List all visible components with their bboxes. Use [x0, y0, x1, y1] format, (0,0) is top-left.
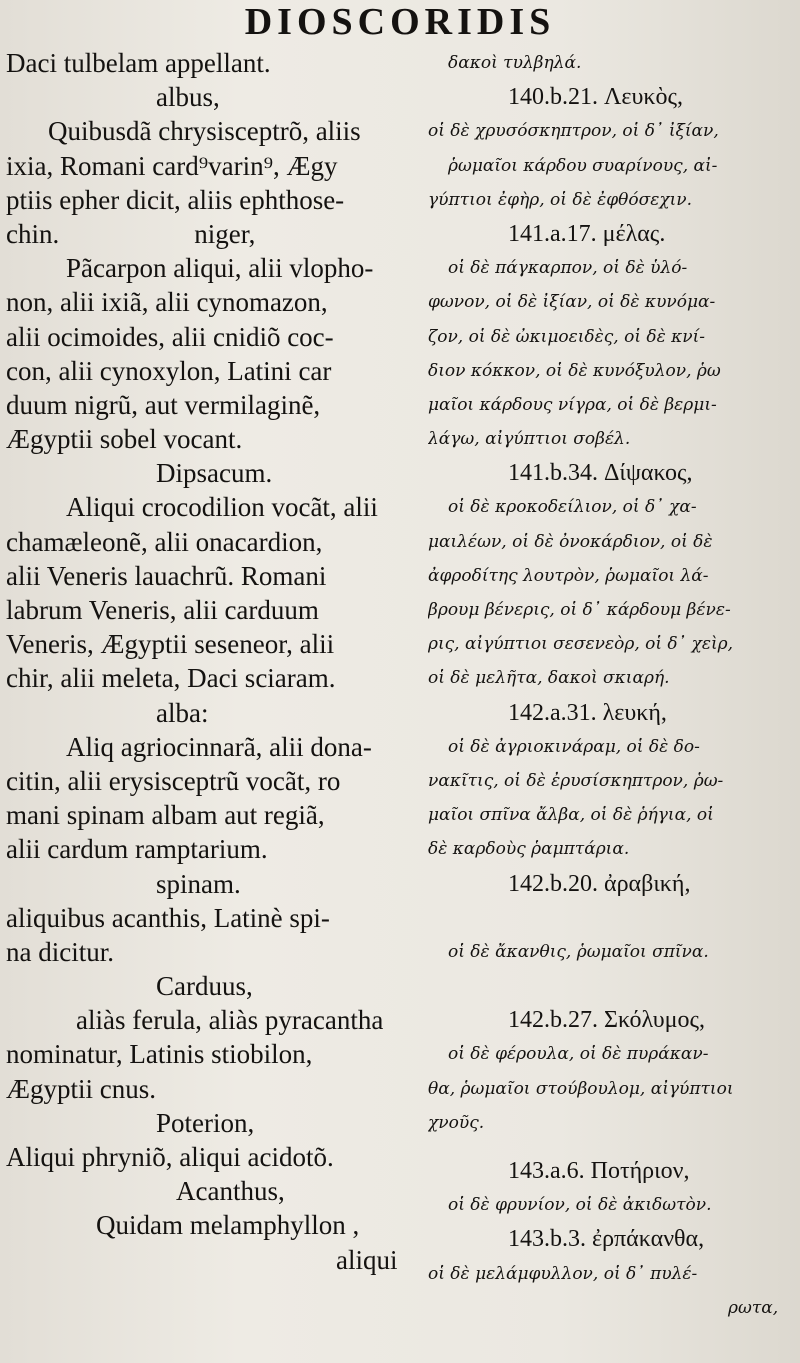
greek-reference: 142.b.27. Σκόλυμος, [508, 1007, 705, 1034]
latin-line: Quibusdã chrysisceptrõ, aliis [48, 116, 361, 147]
latin-line: spinam. [156, 868, 241, 899]
latin-line: Aliqui crocodilion vocãt, alii [66, 492, 378, 523]
latin-line: non, alii ixiã, alii cynomazon, [6, 287, 328, 318]
latin-line: alii Veneris lauachrũ. Romani [6, 560, 327, 591]
latin-line: mani spinam albam aut regiã, [6, 800, 325, 831]
greek-reference: 141.a.17. μέλας. [508, 220, 666, 247]
greek-line: ζον, οἱ δὲ ὠκιμοειδὲς, οἱ δὲ κνί- [428, 326, 706, 347]
latin-line: alii ocimoides, alii cnidiõ coc- [6, 321, 334, 352]
greek-line: λάγω, αἰγύπτιοι σοβέλ. [428, 429, 631, 450]
greek-reference: 143.b.3. ἐρπάκανθα, [508, 1226, 705, 1253]
latin-line: aliqui [336, 1244, 398, 1275]
latin-line: chin. niger, [6, 218, 256, 249]
greek-line: οἱ δὲ κροκοδείλιον, οἱ δ᾽ χα- [448, 497, 697, 518]
greek-line: οἱ δὲ πάγκαρπον, οἱ δὲ ὑλό- [448, 258, 688, 279]
running-header: DIOSCORIDIS [244, 1, 556, 43]
latin-line: na dicitur. [6, 936, 114, 967]
latin-line: Veneris, Ægyptii seseneor, alii [6, 629, 335, 660]
greek-line: δακοὶ τυλβηλά. [448, 53, 582, 73]
greek-reference: 142.b.20. ἀραβική, [508, 870, 691, 897]
latin-line: Daci tulbelam appellant. [6, 48, 271, 78]
latin-line: Aliq agriocinnarã, alii dona- [66, 731, 372, 762]
latin-line: alii cardum ramptarium. [6, 834, 268, 865]
greek-line: οἱ δὲ μελάμφυλλον, οἱ δ᾽ πυλέ- [428, 1263, 698, 1284]
greek-line: μαῖοι σπῖνα ἄλβα, οἱ δὲ ῥήγια, οἱ [428, 805, 714, 826]
blank-line [428, 969, 794, 1003]
greek-line: ἀφροδίτης λουτρὸν, ῥωμαῖοι λά- [428, 565, 709, 586]
latin-line: Aliqui phryniõ, aliqui acidotõ. [6, 1142, 334, 1172]
blank-line [428, 901, 794, 935]
greek-line: οἱ δὲ ἄκανθις, ῥωμαῖοι σπῖνα. [448, 941, 709, 962]
latin-line: Ægyptii cnus. [6, 1073, 157, 1104]
latin-line: alba: [156, 697, 209, 728]
greek-line: μαιλέων, οἱ δὲ ὀνοκάρδιον, οἱ δὲ [428, 531, 713, 552]
greek-line: ρωτα, [728, 1297, 779, 1318]
latin-line: duum nigrũ, aut vermilaginẽ, [6, 389, 321, 420]
latin-line: aliàs ferula, aliàs pyracantha [76, 1005, 384, 1036]
greek-line: ρις, αἰγύπτιοι σεσενεὸρ, οἱ δ᾽ χεὶρ, [428, 634, 734, 655]
greek-line: φωνον, οἱ δὲ ἰξίαν, οἱ δὲ κυνόμα- [428, 292, 716, 313]
latin-line: aliquibus acanthis, Latinè spi- [6, 902, 330, 933]
latin-column [6, 46, 421, 1277]
greek-line: νακῖτις, οἱ δὲ ἐρυσίσκηπτρον, ῥω- [428, 770, 724, 791]
greek-line: διον κόκκον, οἱ δὲ κυνόξυλον, ῥω [428, 360, 721, 381]
greek-column [428, 46, 794, 1325]
latin-line: chamæleonẽ, alii onacardion, [6, 526, 323, 557]
latin-line: Dipsacum. [156, 458, 273, 489]
greek-line: οἱ δὲ φρυνίον, οἱ δὲ ἀκιδωτὸν. [448, 1195, 712, 1216]
latin-line: con, alii cynoxylon, Latini car [6, 355, 332, 386]
latin-line: Carduus, [156, 971, 253, 1002]
blank-line [428, 1140, 794, 1154]
greek-reference: 140.b.21. Λευκὸς, [508, 84, 683, 111]
latin-line: chir, alii meleta, Daci sciaram. [6, 663, 336, 694]
greek-line: χνοῦς. [428, 1112, 485, 1133]
greek-line: γύπτιοι ἐφὴρ, οἱ δὲ ἐφθόσεχιν. [428, 189, 693, 210]
latin-line: ptiis epher dicit, aliis ephthose- [6, 184, 345, 215]
latin-line: Poterion, [156, 1107, 255, 1138]
greek-line: οἱ δὲ ἀγριοκινάραμ, οἱ δὲ δο- [448, 736, 700, 757]
greek-reference: 141.b.34. Δίψακος, [508, 460, 693, 487]
latin-line: albus, [156, 82, 220, 113]
latin-line: labrum Veneris, alii carduum [6, 595, 319, 625]
greek-reference: 142.a.31. λευκή, [508, 699, 667, 726]
latin-line: Quidam melamphyllon , [96, 1210, 360, 1241]
greek-line: θα, ῥωμαῖοι στούβουλομ, αἰγύπτιοι [428, 1078, 734, 1099]
greek-reference: 143.a.6. Ποτήριον, [508, 1158, 690, 1184]
greek-line: οἱ δὲ μελῆτα, δακοὶ σκιαρή. [428, 668, 670, 689]
latin-line: nominatur, Latinis stiobilon, [6, 1039, 313, 1070]
latin-line: Acanthus, [176, 1176, 285, 1207]
greek-line: βρουμ βένερις, οἱ δ᾽ κάρδουμ βένε- [428, 600, 731, 620]
latin-line: Ægyptii sobel vocant. [6, 424, 243, 455]
greek-line: οἱ δὲ φέρουλα, οἱ δὲ πυράκαν- [448, 1044, 709, 1065]
latin-line: ixia, Romani card⁹varin⁹, Ægy [6, 150, 338, 181]
greek-line: δὲ καρδοὺς ῥαμπτάρια. [428, 839, 630, 860]
greek-line: μαῖοι κάρδους νίγρα, οἱ δὲ βερμι- [428, 394, 717, 415]
latin-line: Pãcarpon aliqui, alii vlopho- [66, 253, 374, 284]
latin-line: citin, alii erysisceptrũ vocãt, ro [6, 765, 341, 796]
greek-line: ῥωμαῖοι κάρδου συαρίνους, αἰ- [448, 155, 718, 176]
greek-line: οἱ δὲ χρυσόσκηπτρον, οἱ δ᾽ ἰξίαν, [428, 121, 719, 142]
